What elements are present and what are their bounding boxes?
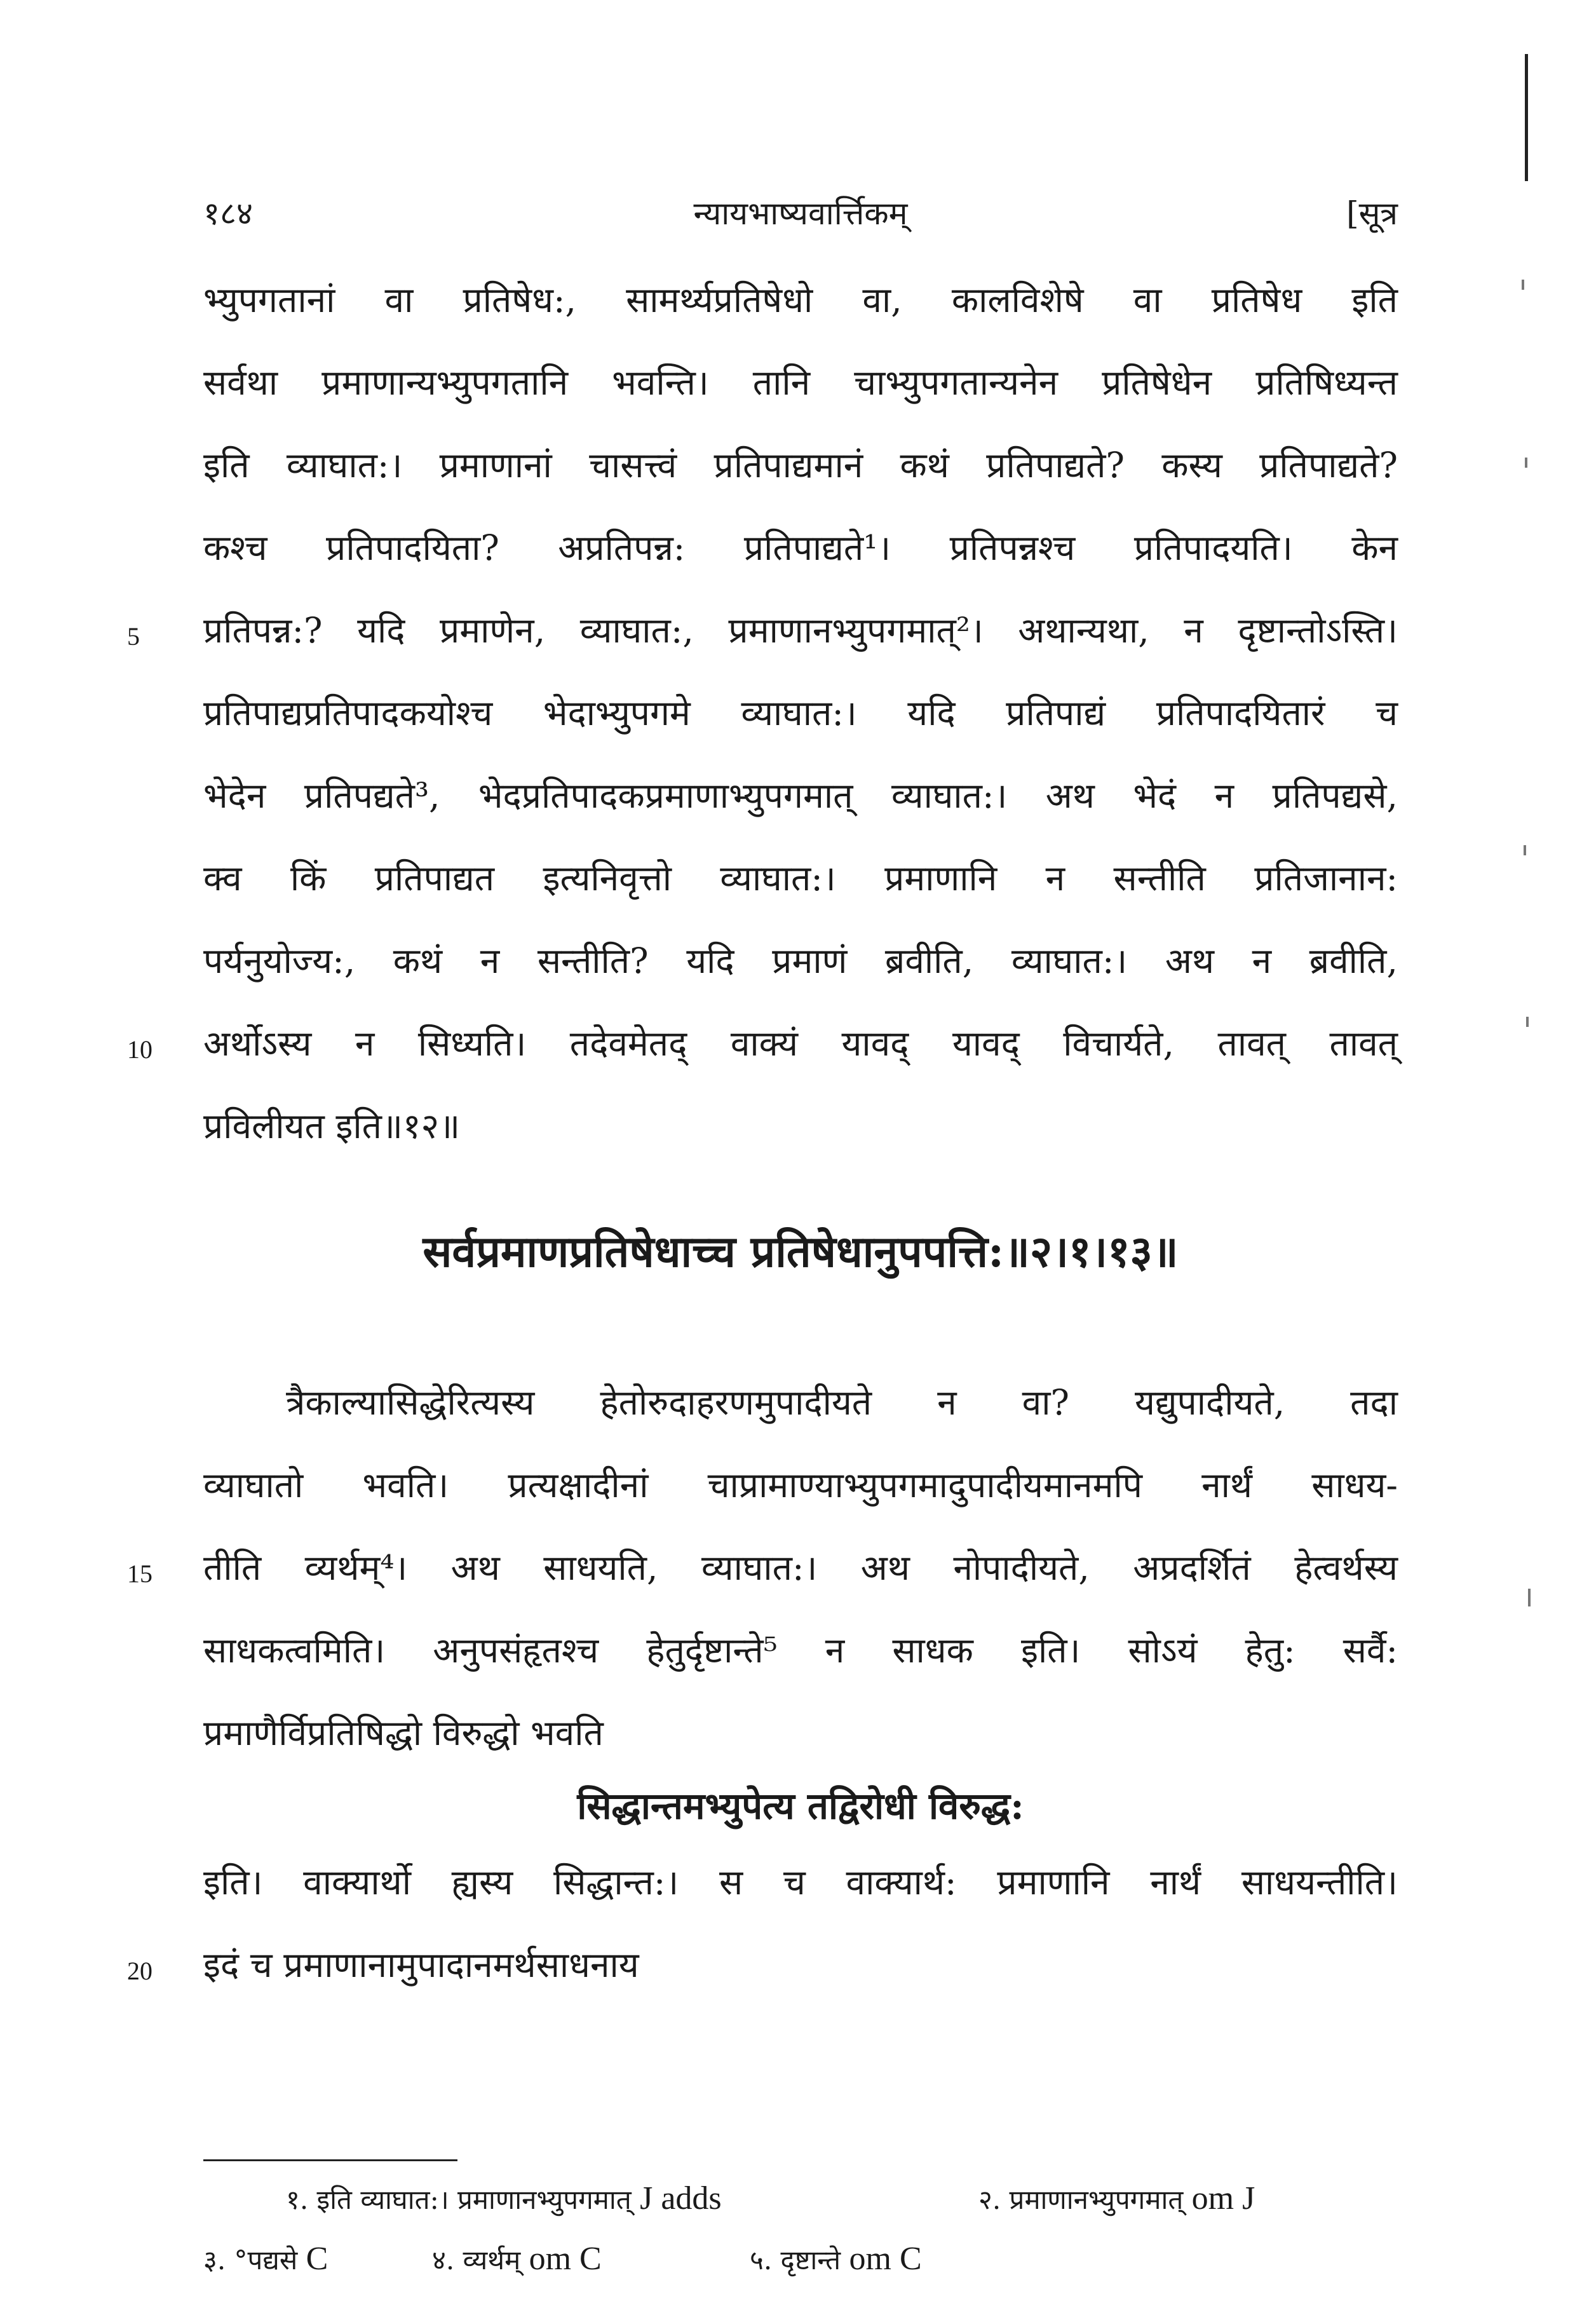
text-line: इति व्याघात:। प्रमाणानां चासत्त्वं प्रतिपाद्यमानं कथं प्रतिपाद्यते? कस्य प्रतिपाद्यते? — [203, 445, 1398, 485]
line-number: 15 — [127, 1559, 152, 1588]
text-line: अर्थोऽस्य न सिध्यति। तदेवमेतद् वाक्यं यावद् यावद् विचार्यते, तावत् तावत् — [203, 1023, 1398, 1064]
line-number: 20 — [127, 1957, 152, 1985]
footnote-text: ५. दृष्टान्ते — [750, 2244, 841, 2276]
scan-edge-mark — [1525, 54, 1528, 181]
footnote-text: २. प्रमाणानभ्युपगमात् — [978, 2184, 1184, 2215]
scan-speck — [1522, 280, 1524, 290]
footnote-1 — [286, 2180, 722, 2217]
text-line: व्याघातो भवति। प्रत्यक्षादीनां चाप्रामाण्याभ्युपगमादुपादीयमानमपि नार्थं साधय- — [203, 1465, 1398, 1505]
line-number: 10 — [127, 1035, 152, 1064]
text-line: इदं च प्रमाणानामुपादानमर्थसाधनाय — [203, 1945, 639, 1985]
text-line: क्व किं प्रतिपाद्यत इत्यनिवृत्तो व्याघात:। प्रमाणानि न सन्तीति प्रतिजानान: — [203, 858, 1398, 899]
text-line: सर्वथा प्रमाणान्यभ्युपगतानि भवन्ति। तानि चाभ्युपगतान्यनेन प्रतिषेधेन प्रतिषिध्यन्त — [203, 362, 1398, 403]
footnote-siglum: C — [306, 2241, 328, 2277]
text-line: प्रतिपाद्यप्रतिपादकयोश्च भेदाभ्युपगमे व्याघात:। यदि प्रतिपाद्यं प्रतिपादयितारं च — [203, 693, 1398, 733]
footnote-rule — [203, 2159, 457, 2161]
running-title: न्यायभाष्यवार्त्तिकम् — [693, 195, 908, 232]
text-line: भेदेन प्रतिपद्यते³, भेदप्रतिपादकप्रमाणाभ्युपगमात् व्याघात:। अथ भेदं न प्रतिपद्यसे, — [203, 775, 1398, 816]
text-line: साधकत्वमिति। अनुपसंहृतश्च हेतुर्दृष्टान्ते⁵ न साधक इति। सोऽयं हेतु: सर्वै: — [203, 1630, 1398, 1671]
footnote-siglum: om C — [849, 2241, 922, 2277]
scan-speck — [1528, 1589, 1531, 1606]
scan-speck — [1524, 845, 1526, 855]
footnote-2 — [978, 2180, 1255, 2217]
text-line: त्रैकाल्यासिद्धेरित्यस्य हेतोरुदाहरणमुपादीयते न वा? यद्युपादीयते, तदा — [286, 1382, 1398, 1423]
footnote-3 — [203, 2240, 328, 2278]
footnote-text: ४. व्यर्थम् — [432, 2244, 521, 2276]
text-line: कश्च प्रतिपादयिता? अप्रतिपन्न: प्रतिपाद्यते¹। प्रतिपन्नश्च प्रतिपादयति। केन — [203, 527, 1398, 568]
running-header — [203, 191, 1398, 241]
footnote-5 — [750, 2240, 922, 2278]
page-number: १८४ — [203, 195, 253, 232]
footnote-siglum: om J — [1191, 2180, 1255, 2217]
section-label: [सूत्र — [1346, 195, 1398, 232]
footnote-text: ३. °पद्यसे — [203, 2244, 298, 2276]
text-line: पर्यनुयोज्य:, कथं न सन्तीति? यदि प्रमाणं ब्रवीति, व्याघात:। अथ न ब्रवीति, — [203, 940, 1398, 981]
footnote-text: १. इति व्याघात:। प्रमाणानभ्युपगमात् — [286, 2184, 632, 2215]
footnote-siglum: om C — [529, 2241, 602, 2277]
footnote-4 — [432, 2240, 602, 2278]
text-line: प्रविलीयत इति॥१२॥ — [203, 1106, 461, 1146]
definition-heading: सिद्धान्तमभ्युपेत्य तद्विरोधी विरुद्ध: — [577, 1784, 1024, 1828]
text-line: भ्युपगतानां वा प्रतिषेध:, सामर्थ्यप्रतिषेधो वा, कालविशेषे वा प्रतिषेध इति — [203, 280, 1398, 320]
text-line: प्रमाणैर्विप्रतिषिद्धो विरुद्धो भवति — [203, 1713, 604, 1753]
scan-speck — [1525, 458, 1527, 468]
text-line: इति। वाक्यार्थो ह्यस्य सिद्धान्त:। स च वाक्यार्थ: प्रमाणानि नार्थं साधयन्तीति। — [203, 1862, 1398, 1903]
scan-speck — [1526, 1017, 1529, 1027]
sutra-heading: सर्वप्रमाणप्रतिषेधाच्च प्रतिषेधानुपपत्ति:॥२।१।१३॥ — [423, 1226, 1179, 1277]
footnote-siglum: J adds — [640, 2180, 722, 2217]
text-line: प्रतिपन्न:? यदि प्रमाणेन, व्याघात:, प्रमाणानभ्युपगमात्²। अथान्यथा, न दृष्टान्तोऽस्ति। — [203, 610, 1398, 651]
text-line: तीति व्यर्थम्⁴। अथ साधयति, व्याघात:। अथ नोपादीयते, अप्रदर्शितं हेत्वर्थस्य — [203, 1547, 1398, 1588]
line-number: 5 — [127, 622, 140, 651]
